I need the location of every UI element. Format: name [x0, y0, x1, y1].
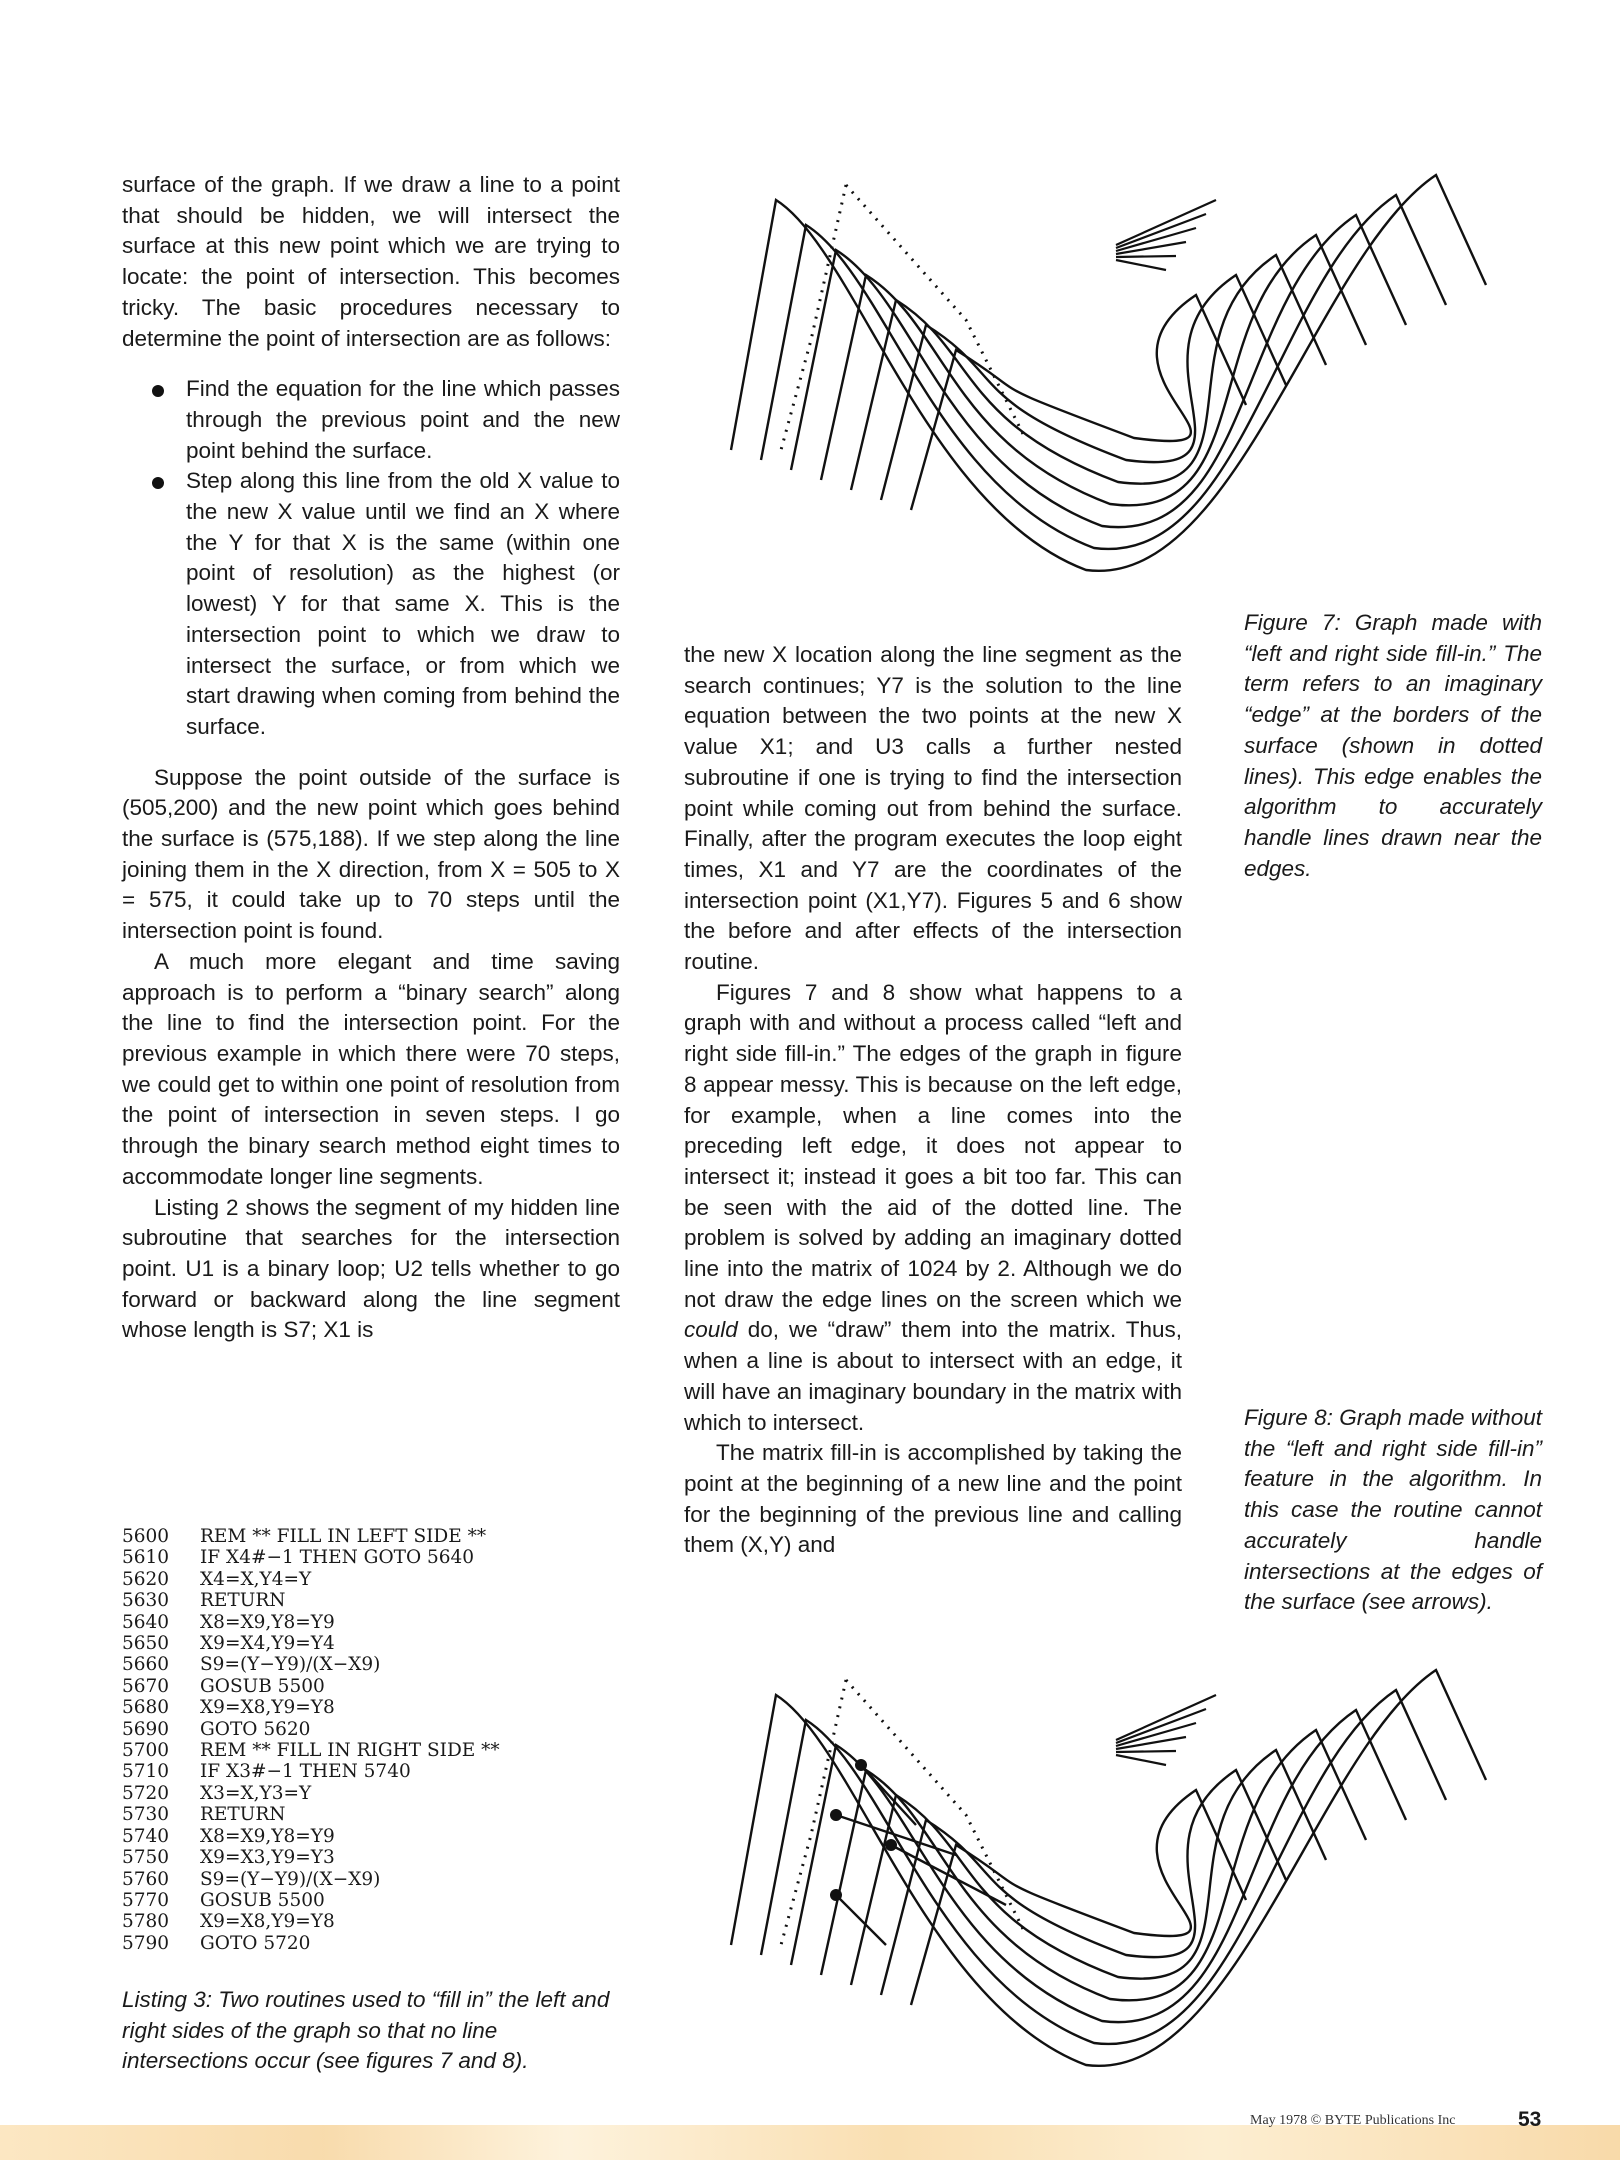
text: Figures 7 and 8 show what happens to a graph with and without a process called “left and right side fill-in.” The edges of the graph in figure 8 appear messy. This is because on the left edge, for example, when a line comes into the preceding left edge, it does not appear to intersect it; instead it goes a bit too far. This can be seen with the aid of the dotted line. The problem is solved by adding an imaginary dotted line into the matrix of 1024 by 2. Although we do not draw the edge lines on the screen which we	[684, 979, 1182, 1312]
bullet-item: Find the equation for the line which passes through the previous point and the new point behind the surface.	[186, 374, 620, 466]
code-statement: RETURN	[200, 1590, 286, 1612]
listing-line	[122, 1612, 500, 1633]
line-number: 5770	[122, 1889, 170, 1911]
paragraph: The matrix fill-in is accomplished by taking the point at the beginning of a new line and the point for the beginning of the previous line and calling them (X,Y) and	[684, 1440, 1182, 1558]
code-statement: X9=X4,Y9=Y4	[200, 1633, 335, 1655]
code-statement: X9=X8,Y9=Y8	[200, 1911, 335, 1933]
code-statement: REM ** FILL IN RIGHT SIDE **	[200, 1740, 500, 1762]
code-statement: S9=(Y−Y9)/(X−X9)	[200, 1868, 381, 1890]
surface-line	[1116, 260, 1166, 270]
column-2	[684, 640, 1182, 1561]
listing-line	[122, 1526, 500, 1547]
arrow	[836, 1815, 956, 1855]
code-statement: X9=X3,Y9=Y3	[200, 1847, 335, 1869]
code-statement: GOSUB 5500	[200, 1675, 325, 1697]
bullet-list	[122, 374, 620, 742]
listing-line	[122, 1911, 500, 1932]
listing-line	[122, 1633, 500, 1654]
surface-line	[1116, 256, 1176, 257]
code-listing	[122, 1526, 500, 1954]
surface-line	[1116, 1751, 1176, 1752]
surface-line	[1116, 200, 1216, 245]
paragraph: Suppose the point outside of the surface is (505,200) and the new point which goes behind the surface is (575,188). If we step along the line joining them in the X direction, from X = 505 to X = 575, it could take up to 70 steps until the intersection point is found.	[122, 764, 620, 944]
arrow-head	[830, 1809, 842, 1821]
figure-7-caption: Figure 7: Graph made with “left and right side fill-in.” The term refers to an imaginary “edge” at the borders of the surface (shown in dotted lines). This edge enables the algorithm to accurately handle lines drawn near the edges.	[1244, 610, 1542, 881]
arrow	[836, 1895, 886, 1945]
listing-line	[122, 1869, 500, 1890]
line-number: 5710	[122, 1761, 170, 1783]
code-statement: X3=X,Y3=Y	[200, 1782, 312, 1804]
listing-line	[122, 1933, 500, 1954]
surface-line	[1116, 1755, 1166, 1765]
figure-8-graph	[716, 1655, 1506, 2085]
listing-line	[122, 1890, 500, 1911]
code-statement: REM ** FILL IN LEFT SIDE **	[200, 1526, 487, 1547]
code-statement: IF X3#−1 THEN 5740	[200, 1761, 411, 1783]
figure-7-graph	[716, 160, 1506, 590]
listing-line	[122, 1804, 500, 1825]
page-number: 53	[1518, 2108, 1542, 2131]
code-statement: GOTO 5720	[200, 1932, 311, 1954]
listing-line	[122, 1654, 500, 1675]
surface-line	[791, 1710, 1406, 2022]
listing-line	[122, 1676, 500, 1697]
listing-line	[122, 1783, 500, 1804]
listing-line	[122, 1569, 500, 1590]
code-statement: X9=X8,Y9=Y8	[200, 1697, 335, 1719]
paragraph: A much more elegant and time saving approach is to perform a “binary search” along the line to find the intersection point. For the previous example in which there were 70 steps, we could get to within one point of resolution from the point of intersection in seven steps. I go through the binary search method eight times to accommodate longer line segments.	[122, 948, 620, 1189]
listing-line	[122, 1761, 500, 1782]
footer-credit: May 1978 © BYTE Publications Inc	[1250, 2113, 1456, 2128]
surface-line	[1116, 1709, 1206, 1743]
surface-line	[791, 215, 1406, 527]
surface-line	[761, 195, 1446, 549]
line-number: 5740	[122, 1825, 170, 1847]
emphasis: could	[684, 1317, 738, 1343]
listing-line	[122, 1740, 500, 1761]
code-statement: GOTO 5620	[200, 1718, 311, 1740]
listing-line	[122, 1590, 500, 1611]
paragraph: Listing 2 shows the segment of my hidden line subroutine that searches for the intersection point. U1 is a binary loop; U2 tells whether to go forward or backward along the line segment whose length is S7; X1 is	[122, 1194, 620, 1343]
code-statement: GOSUB 5500	[200, 1889, 325, 1911]
paragraph: the new X location along the line segment as the search continues; Y7 is the solution to the line equation between the two points at the new X value X1; and U3 calls a further nested subroutine if one is trying to find the intersection point while coming out from behind the surface. Finally, after the program executes the loop eight times, X1 and Y7 are the coordinates of the intersection point (X1,Y7). Figures 5 and 6 show the before and after effects of the intersection routine.	[684, 642, 1182, 975]
code-statement: IF X4#−1 THEN GOTO 5640	[200, 1547, 475, 1569]
line-number: 5660	[122, 1654, 170, 1676]
bullet-item: Step along this line from the old X value to the new X value until we find an X where the Y for that X is the same (within one point of resolution) as the highest (or lowest) Y for that same X. This is the intersection point to which we draw to intersect the surface, or from which we start drawing when coming from behind the surface.	[186, 466, 620, 742]
listing-line	[122, 1697, 500, 1718]
line-number: 5630	[122, 1590, 170, 1612]
page-stain	[0, 2125, 1620, 2160]
line-number: 5760	[122, 1868, 170, 1890]
listing-line	[122, 1719, 500, 1740]
surface-line	[1116, 214, 1206, 248]
surface-line	[1116, 1695, 1216, 1740]
line-number: 5670	[122, 1675, 170, 1697]
surface-line	[911, 1790, 1246, 2005]
code-statement: S9=(Y−Y9)/(X−X9)	[200, 1654, 381, 1676]
listing-line	[122, 1547, 500, 1568]
arrow-head	[830, 1889, 842, 1901]
line-number: 5790	[122, 1932, 170, 1954]
line-number: 5700	[122, 1740, 170, 1762]
line-number: 5680	[122, 1697, 170, 1719]
line-number: 5720	[122, 1782, 170, 1804]
line-number: 5750	[122, 1847, 170, 1869]
line-number: 5650	[122, 1633, 170, 1655]
arrow-head	[885, 1839, 897, 1851]
code-statement: RETURN	[200, 1804, 286, 1826]
line-number: 5610	[122, 1547, 170, 1569]
line-number: 5620	[122, 1568, 170, 1590]
listing-caption: Listing 3: Two routines used to “fill in” the left and right sides of the graph so that no line intersections occur (see figures 7 and 8).	[122, 1987, 610, 2074]
surface-line	[761, 1690, 1446, 2044]
code-statement: X8=X9,Y8=Y9	[200, 1825, 335, 1847]
listing-line	[122, 1826, 500, 1847]
line-number: 5690	[122, 1718, 170, 1740]
line-number: 5600	[122, 1526, 170, 1547]
paragraph: surface of the graph. If we draw a line to a point that should be hidden, we will intersect the surface at this new point which we are trying to locate: the point of intersection. This becomes tricky. The basic procedures necessary to determine the point of intersection are as follows:	[122, 172, 620, 351]
code-statement: X8=X9,Y8=Y9	[200, 1611, 335, 1633]
arrow-head	[855, 1759, 867, 1771]
line-number: 5730	[122, 1804, 170, 1826]
text: do, we “draw” them into the matrix. Thus, when a line is about to intersect with an edge, it will have an imaginary boundary in the matrix with which to intersect.	[684, 1317, 1182, 1435]
code-statement: X4=X,Y4=Y	[200, 1568, 312, 1590]
column-1	[122, 170, 620, 1346]
figure-8-caption: Figure 8: Graph made without the “left and right side fill-in” feature in the algorithm. In this case the routine cannot accurately handle intersections at the edges of the surface (see arrows).	[1244, 1405, 1542, 1615]
line-number: 5780	[122, 1911, 170, 1933]
listing-line	[122, 1847, 500, 1868]
surface-line	[911, 295, 1246, 510]
line-number: 5640	[122, 1611, 170, 1633]
paragraph	[684, 978, 1182, 1439]
